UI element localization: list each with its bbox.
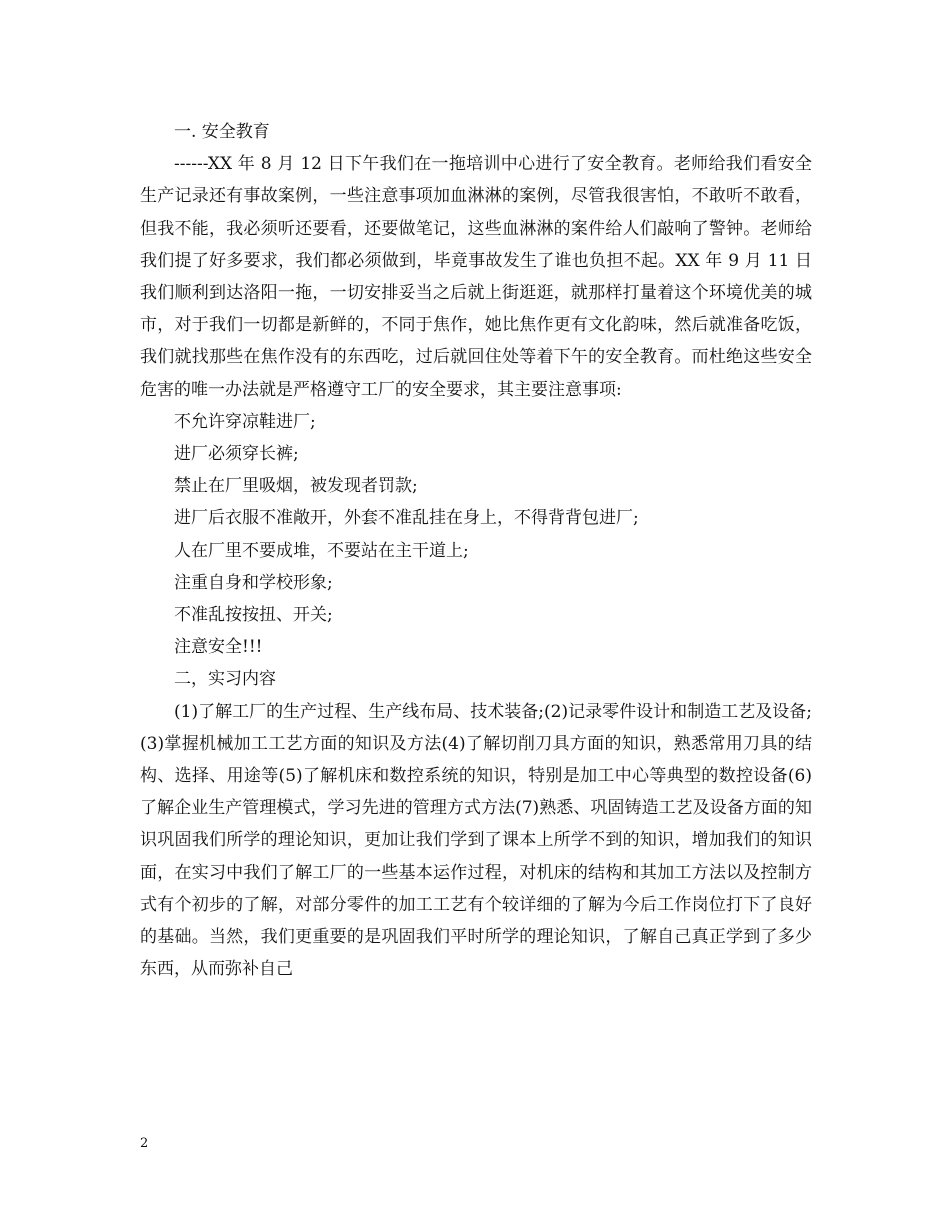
page-number: 2 bbox=[140, 1136, 149, 1151]
paragraph-internship-content: (1)了解工厂的生产过程、生产线布局、技术装备;(2)记录零件设计和制造工艺及设备;(3)掌握机械加工工艺方面的知识及方法(4)了解切削刀具方面的知识，熟悉常用刀具的结构、选择、用途等(5)了解机床和数控系统的知识，特别是加工中心等典型的数控设备(6)了解企业生产管理模式，学习先进的管理方式方法(7)熟悉、巩固铸造工艺及设备方面的知识巩固我们所学的理论知识，更加让我们学到了课本上所学不到的知识，增加我们的知识面，在实习中我们了解工厂的一些基本运作过程，对机床的结构和其加工方法以及控制方式有个初步的了解，对部分零件的加工工艺有个较详细的了解为今后工作岗位打下了良好的基础。当然，我们更重要的是巩固我们平时所学的理论知识，了解自己真正学到了多少东西，从而弥补自己 bbox=[140, 701, 812, 980]
rule-item-school-image: 注重自身和学校形象; bbox=[174, 572, 333, 593]
rule-item-no-smoking: 禁止在厂里吸烟，被发现者罚款; bbox=[174, 476, 418, 497]
rule-item-no-sandals: 不允许穿凉鞋进厂; bbox=[174, 411, 316, 432]
section-heading-safety-education: 一. 安全教育 bbox=[174, 122, 270, 142]
rule-item-no-crowding: 人在厂里不要成堆，不要站在主干道上; bbox=[174, 540, 469, 561]
section-heading-internship-content: 二，实习内容 bbox=[174, 669, 276, 690]
document-body bbox=[140, 116, 812, 985]
paragraph-safety-education: ------XX 年 8 月 12 日下午我们在一拖培训中心进行了安全教育。老师给我们看安全生产记录还有事故案例，一些注意事项加血淋淋的案例，尽管我很害怕，不敢听不敢看，但我不能，我必须听还要看，还要做笔记，这些血淋淋的案件给人们敲响了警钟。老师给我们提了好多要求，我们都必须做到，毕竟事故发生了谁也负担不起。XX 年 9 月 11 日我们顺利到达洛阳一拖，一切安排妥当之后就上街逛逛，就那样打量着这个环境优美的城市，对于我们一切都是新鲜的，不同于焦作，她比焦作更有文化韵味，然后就准备吃饭，我们就找那些在焦作没有的东西吃，过后就回住处等着下午的安全教育。而杜绝这些安全危害的唯一办法就是严格遵守工厂的安全要求，其主要注意事项: bbox=[140, 154, 812, 400]
rule-item-no-button-pressing: 不准乱按按扭、开关; bbox=[174, 605, 333, 626]
rule-item-long-trousers: 进厂必须穿长裤; bbox=[174, 444, 299, 465]
rule-item-clothing: 进厂后衣服不准敞开，外套不准乱挂在身上，不得背背包进厂; bbox=[174, 508, 639, 529]
rule-item-safety-first: 注意安全!!! bbox=[174, 637, 263, 658]
